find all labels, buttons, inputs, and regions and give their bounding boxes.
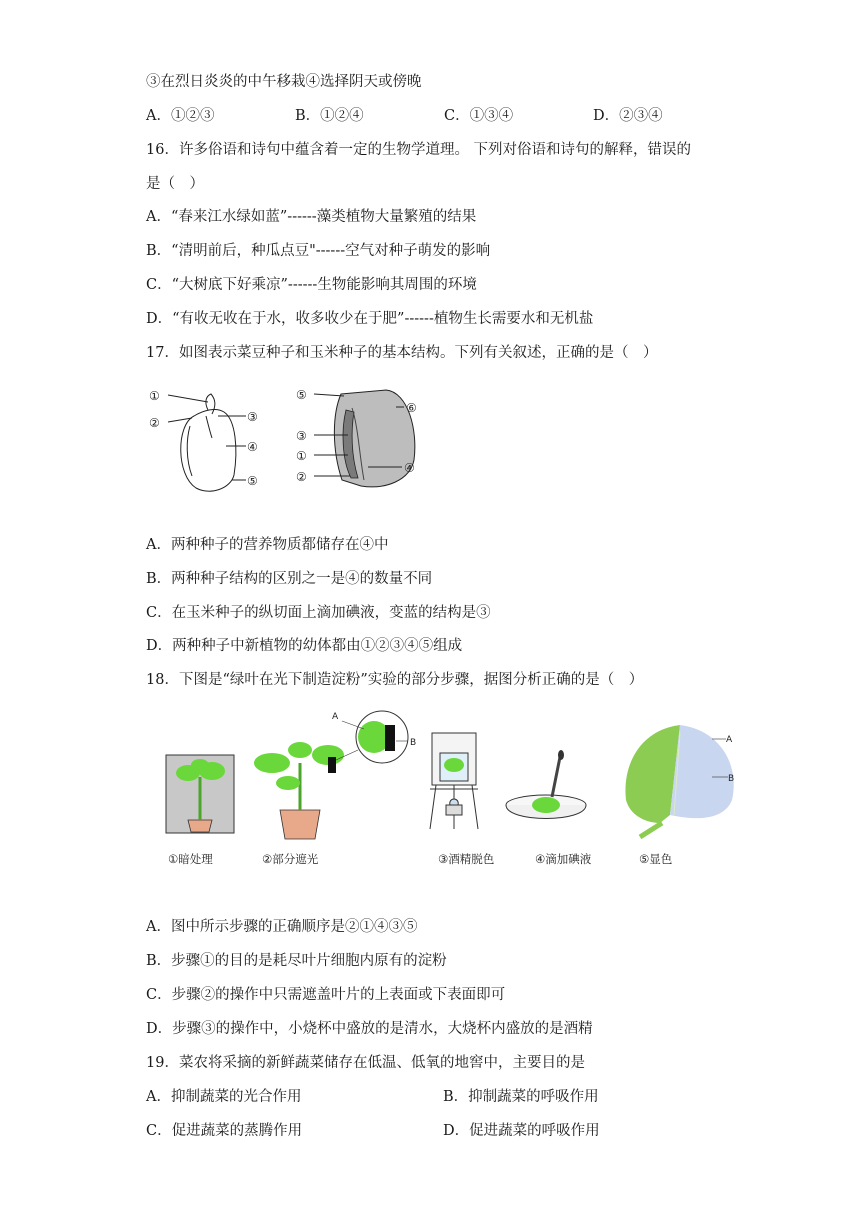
q15-option-c: C．①③④ bbox=[444, 108, 514, 124]
corn-label-5: ⑤ bbox=[296, 388, 307, 402]
q17-option-d: D．两种种子中新植物的幼体都由①②③④⑤组成 bbox=[146, 638, 463, 654]
q17-option-c: C．在玉米种子的纵切面上滴加碘液，变蓝的结构是③ bbox=[146, 605, 491, 621]
alcohol-decolor-step bbox=[430, 733, 478, 829]
q18-option-b: B．步骤①的目的是耗尽叶片细胞内原有的淀粉 bbox=[146, 953, 447, 969]
starch-experiment-figure bbox=[160, 705, 760, 845]
letter-a-shading: A bbox=[332, 712, 339, 722]
corn-label-6: ⑥ bbox=[406, 401, 417, 415]
bean-label-3: ③ bbox=[247, 410, 258, 424]
q19-stem: 19．菜农将采摘的新鲜蔬菜储存在低温、低氧的地窖中，主要目的是 bbox=[146, 1055, 585, 1071]
q19-option-d: D．促进蔬菜的呼吸作用 bbox=[443, 1123, 600, 1139]
corn-seed-figure bbox=[314, 390, 415, 487]
q17-option-b: B．两种种子结构的区别之一是④的数量不同 bbox=[146, 571, 433, 587]
caption-step-3: ③酒精脱色 bbox=[438, 852, 495, 866]
q16-stem: 16．许多俗语和诗句中蕴含着一定的生物学道理。 下列对俗语和诗句的解释，错误的 bbox=[146, 142, 692, 158]
leaf-color-display bbox=[625, 725, 733, 837]
q16-option-d: D．“有收无收在于水，收多收少在于肥”------植物生长需要水和无机盐 bbox=[146, 311, 594, 327]
seed-diagram bbox=[146, 380, 436, 495]
bean-labels bbox=[149, 389, 258, 488]
corn-label-1: ① bbox=[296, 449, 307, 463]
caption-step-1: ①暗处理 bbox=[168, 852, 213, 866]
caption-step-2: ②部分遮光 bbox=[262, 852, 319, 866]
bean-label-5: ⑤ bbox=[247, 474, 258, 488]
bean-label-4: ④ bbox=[247, 440, 258, 454]
caption-step-5: ⑤显色 bbox=[639, 852, 673, 866]
letter-a-leaf: A bbox=[726, 735, 733, 745]
q18-stem: 18．下图是“绿叶在光下制造淀粉”实验的部分步骤，据图分析正确的是（ ） bbox=[146, 672, 644, 688]
q15-text: ③在烈日炎炎的中午移栽④选择阴天或傍晚 bbox=[146, 74, 422, 90]
q17-option-a: A．两种种子的营养物质都储存在④中 bbox=[146, 537, 389, 553]
q16-option-b: B．“清明前后，种瓜点豆"------空气对种子萌发的影响 bbox=[146, 243, 491, 259]
q17-stem: 17．如图表示菜豆种子和玉米种子的基本结构。下列有关叙述，正确的是（ ） bbox=[146, 345, 658, 361]
bean-label-1: ① bbox=[149, 389, 160, 403]
q16-option-c: C．“大树底下好乘凉”------生物能影响其周围的环境 bbox=[146, 277, 477, 293]
corn-label-2: ② bbox=[296, 470, 307, 484]
corn-label-4: ④ bbox=[404, 461, 415, 475]
letter-b-shading: B bbox=[410, 738, 417, 748]
q18-option-d: D．步骤③的操作中，小烧杯中盛放的是清水，大烧杯内盛放的是酒精 bbox=[146, 1021, 593, 1037]
caption-step-4: ④滴加碘液 bbox=[535, 852, 592, 866]
q18-option-c: C．步骤②的操作中只需遮盖叶片的上表面或下表面即可 bbox=[146, 987, 506, 1003]
partial-shading-step bbox=[254, 711, 408, 839]
q19-option-a: A．抑制蔬菜的光合作用 bbox=[146, 1089, 302, 1105]
q15-option-d: D．②③④ bbox=[593, 108, 663, 124]
q16-stem-cont: 是（ ） bbox=[146, 176, 204, 192]
dark-treatment-step bbox=[166, 755, 234, 833]
letter-b-leaf: B bbox=[728, 774, 735, 784]
bean-label-2: ② bbox=[149, 416, 160, 430]
q15-option-b: B．①②④ bbox=[295, 108, 364, 124]
q19-option-c: C．促进蔬菜的蒸腾作用 bbox=[146, 1123, 303, 1139]
iodine-drop-step bbox=[506, 750, 586, 819]
q19-option-b: B．抑制蔬菜的呼吸作用 bbox=[443, 1089, 599, 1105]
corn-label-3: ③ bbox=[296, 429, 307, 443]
q16-option-a: A．“春来江水绿如蓝”------藻类植物大量繁殖的结果 bbox=[146, 209, 477, 225]
bean-seed-figure bbox=[168, 394, 246, 491]
q15-option-a: A．①②③ bbox=[146, 108, 215, 124]
q18-option-a: A．图中所示步骤的正确顺序是②①④③⑤ bbox=[146, 919, 418, 935]
